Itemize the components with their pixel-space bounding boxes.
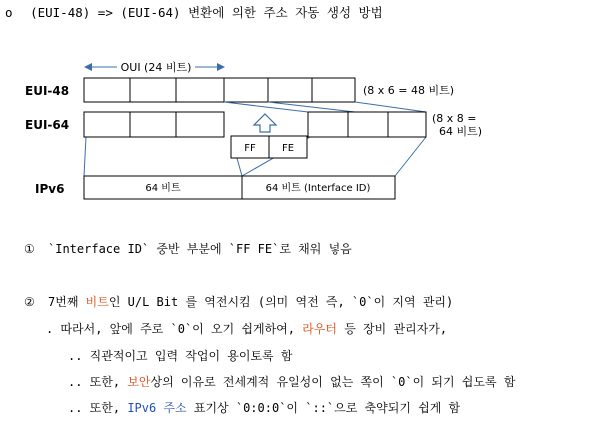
eui48-byte-3: [176, 78, 224, 102]
insert-up-arrow-icon: [254, 114, 276, 132]
note-2-sub-4-highlight: IPv6 주소: [127, 401, 187, 415]
eui48-bytes: [84, 78, 355, 102]
note-2-pre: 7번째: [48, 295, 86, 309]
eui64-byte-1: [84, 112, 130, 137]
ipv6-interface-id-label: 64 비트 (Interface ID): [265, 183, 371, 194]
note-2-sub-1: [46, 320, 447, 337]
ipv6-label: IPv6: [35, 182, 65, 196]
page-title: (EUI-48) => (EUI-64) 변환에 의한 주소 자동 생성 방법: [30, 5, 383, 20]
note-2-sub-3: [68, 373, 515, 390]
eui64-byte-8: [388, 112, 426, 137]
note-2-sub-2-text: .. 직관적이고 입력 작업이 용이토록 함: [68, 349, 293, 363]
eui64-note-line1: (8 x 8 =: [432, 112, 477, 125]
eui64-byte-3: [176, 112, 224, 137]
note-2-sub-1-highlight: 라우터: [302, 322, 337, 336]
eui64-byte-2: [130, 112, 176, 137]
oui-label: OUI (24 비트): [120, 61, 192, 74]
note-1-text: `Interface ID` 중반 부분에 `FF FE`로 채워 넣음: [48, 242, 352, 256]
insert-byte-ff-label: FF: [244, 143, 256, 154]
note-2-sub-2: [68, 347, 292, 364]
note-2-rest: 인 U/L Bit 를 역전시킴 (의미 역전 즉, `0`이 지역 관리): [108, 295, 454, 309]
note-2-sub-4-post: 표기상 `0:0:0`이 `::`으로 축약되기 쉽게 함: [186, 401, 461, 415]
eui48-byte-2: [130, 78, 176, 102]
ipv6-prefix-label: 64 비트: [145, 183, 181, 194]
eui48-note: (8 x 6 = 48 비트): [363, 84, 455, 97]
eui64-byte-7: [348, 112, 388, 137]
note-2-sub-3-highlight: 보안: [127, 375, 151, 389]
note-2: [24, 293, 453, 310]
note-1-marker: ①: [24, 242, 35, 256]
eui64-byte-6: [308, 112, 348, 137]
note-2-sub-1-post: 등 장비 관리자가,: [337, 322, 448, 336]
heading-bullet: o: [5, 5, 13, 20]
eui64-label: EUI-64: [25, 118, 70, 132]
eui64-note-line2: 64 비트): [439, 125, 483, 138]
note-2-sub-3-pre: .. 또한,: [68, 375, 128, 389]
eui48-byte-4: [224, 78, 268, 102]
eui48-byte-5: [268, 78, 312, 102]
note-2-marker: ②: [24, 295, 35, 309]
insert-byte-fe-label: FE: [281, 143, 295, 154]
eui48-byte-1: [84, 78, 130, 102]
note-2-sub-4-pre: .. 또한,: [68, 401, 128, 415]
note-2-sub-1-pre: . 따라서, 앞에 주로 `0`이 오기 쉽게하여,: [46, 322, 303, 336]
eui48-label: EUI-48: [25, 84, 70, 98]
note-1: [24, 240, 352, 257]
inserted-bytes: [231, 136, 307, 158]
note-2-sub-4: [68, 399, 460, 416]
note-2-highlight: 비트: [85, 295, 109, 309]
eui48-byte-6: [312, 78, 355, 102]
note-2-sub-3-post: 상의 이유로 전세계적 유일성이 없는 쪽이 `0`이 되기 쉽도록 함: [150, 375, 516, 389]
